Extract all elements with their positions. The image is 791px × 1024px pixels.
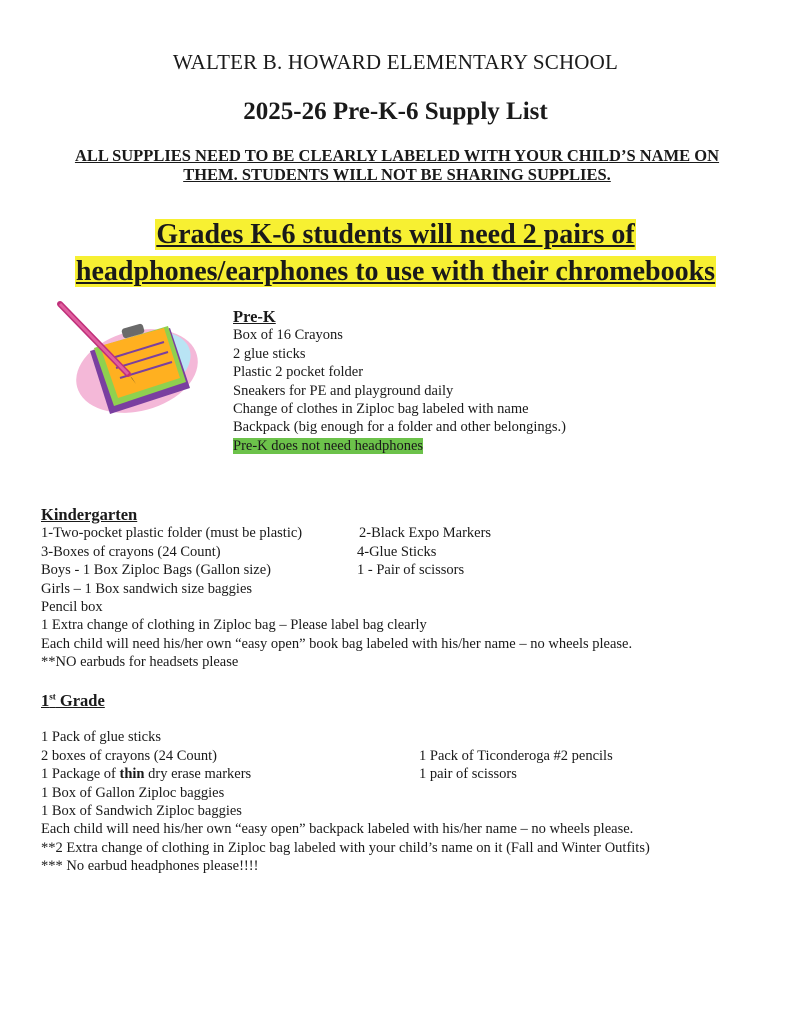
list-item: 1 Box of Sandwich Ziploc baggies <box>41 803 242 820</box>
grade1-heading: 1st Grade <box>41 691 105 710</box>
notice-line-2: THEM. STUDENTS WILL NOT BE SHARING SUPPLIES. <box>183 165 611 184</box>
notice-line-1: ALL SUPPLIES NEED TO BE CLEARLY LABELED WITH YOUR CHILD’S NAME ON <box>74 146 720 165</box>
list-item: 4-Glue Sticks <box>357 543 437 560</box>
list-item: Each child will need his/her own “easy open” book bag labeled with his/her name – no wheels please. <box>41 635 633 652</box>
list-item: Backpack (big enough for a folder and other belongings.) <box>233 419 566 436</box>
list-item: 2-Black Expo Markers <box>359 525 492 542</box>
list-item: 1 Package of thin dry erase markers <box>41 766 252 783</box>
banner-line-2: headphones/earphones to use with their chromebooks <box>75 256 716 287</box>
school-name: WALTER B. HOWARD ELEMENTARY SCHOOL <box>172 50 619 74</box>
list-item: *** No earbud headphones please!!!! <box>41 858 259 875</box>
prek-section <box>233 308 566 455</box>
label-notice <box>38 146 756 184</box>
list-item: Pencil box <box>41 599 103 616</box>
list-item: 1 Extra change of clothing in Ziploc bag – Please label bag clearly <box>41 617 427 634</box>
list-row <box>41 561 781 579</box>
list-item: 1 - Pair of scissors <box>357 562 465 579</box>
list-row <box>41 543 781 561</box>
list-item: 1 Box of Gallon Ziploc baggies <box>41 784 225 801</box>
list-item: 1 Pack of Ticonderoga #2 pencils <box>419 747 613 764</box>
list-item: 3-Boxes of crayons (24 Count) <box>41 543 221 560</box>
list-item: Boys - 1 Box Ziploc Bags (Gallon size) <box>41 562 271 579</box>
list-item: Girls – 1 Box sandwich size baggies <box>41 580 253 597</box>
list-row <box>41 524 781 542</box>
list-item: 1-Two-pocket plastic folder (must be plastic) <box>41 525 303 542</box>
kindergarten-section <box>41 506 781 672</box>
headphones-banner <box>30 216 761 290</box>
list-item: Plastic 2 pocket folder <box>233 364 364 381</box>
list-item: Sneakers for PE and playground daily <box>233 382 454 399</box>
list-item: 1 Pack of glue sticks <box>41 729 162 746</box>
prek-headphones-note: Pre-K does not need headphones <box>233 437 424 454</box>
list-row <box>41 747 781 765</box>
banner-line-1: Grades K-6 students will need 2 pairs of <box>156 219 635 250</box>
clipboard-pencil-icon <box>52 296 202 421</box>
prek-heading: Pre-K <box>233 307 276 326</box>
kindergarten-heading: Kindergarten <box>41 505 138 524</box>
grade1-section <box>41 692 781 876</box>
list-row <box>41 765 781 783</box>
list-item: Change of clothes in Ziploc bag labeled with name <box>233 401 529 418</box>
list-item: 1 pair of scissors <box>419 766 517 783</box>
list-item: **NO earbuds for headsets please <box>41 654 239 671</box>
list-item: Box of 16 Crayons <box>233 327 343 344</box>
page-title: 2025-26 Pre-K-6 Supply List <box>243 98 548 125</box>
list-item: 2 glue sticks <box>233 345 306 362</box>
list-item: 2 boxes of crayons (24 Count) <box>41 747 217 764</box>
list-item: Each child will need his/her own “easy open” backpack labeled with his/her name – no wheels please. <box>41 821 634 838</box>
list-item: **2 Extra change of clothing in Ziploc bag labeled with your child’s name on it (Fall and Winter Outfits) <box>41 839 650 856</box>
